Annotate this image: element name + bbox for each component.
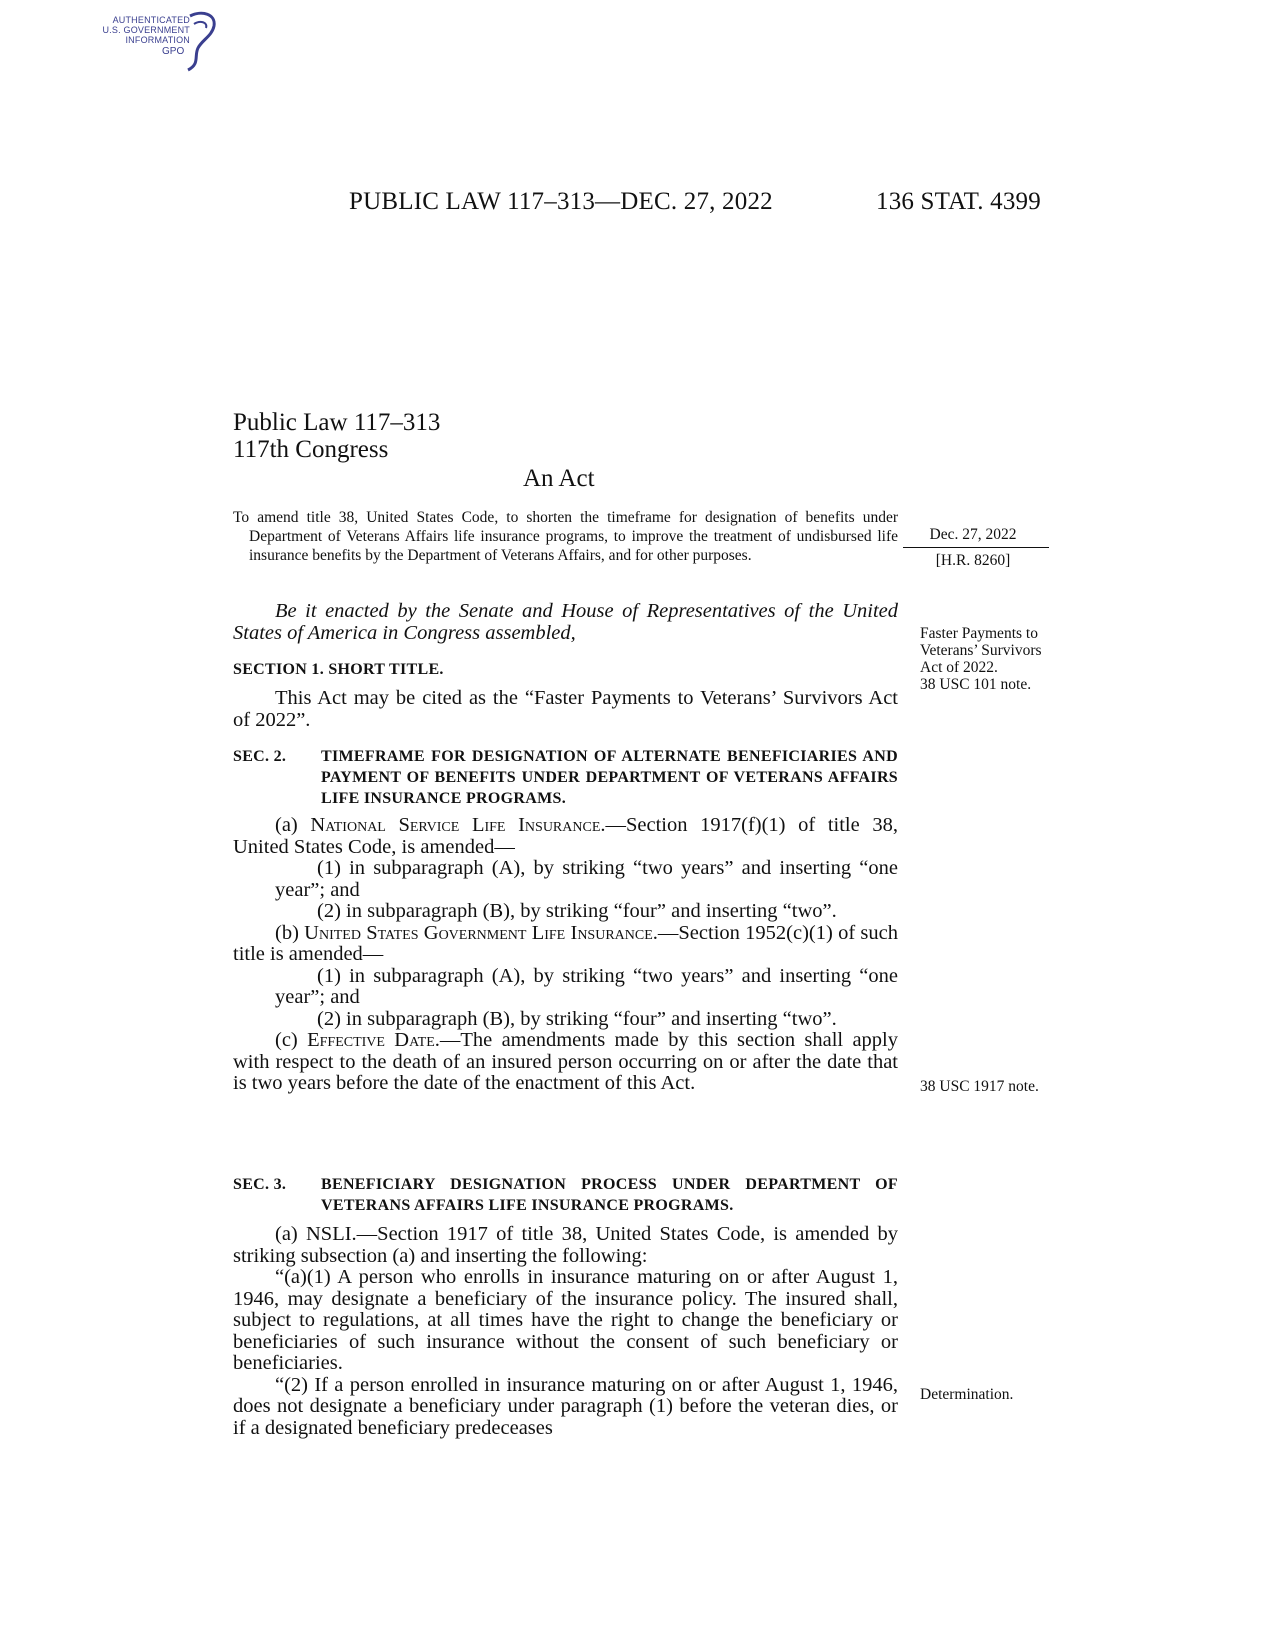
section-3-quoted-a2: “(2) If a person enrolled in insurance maturing on or after August 1, 1946, does not designate a beneficiary under paragraph (1) before the veteran dies, or if a designated beneficiary predeceases xyxy=(233,1373,898,1439)
margin-note-short-title-text: Faster Payments to Veterans’ Survivors Act of 2022. xyxy=(920,625,1042,676)
act-purpose: To amend title 38, United States Code, to shorten the timeframe for designation of benefits under Department of Veterans Affairs life insurance programs, to improve the treatment of undisbursed life insurance benefits by the Department of Veterans Affairs, and for other purposes. xyxy=(233,509,898,564)
margin-note-short-title xyxy=(920,625,1060,693)
running-header-right: 136 STAT. 4399 xyxy=(876,188,1041,215)
section-2-b-label: (b) xyxy=(275,921,305,944)
section-2-heading xyxy=(233,746,898,809)
logo-line-3: INFORMATION xyxy=(125,35,190,45)
margin-note-date: Dec. 27, 2022 xyxy=(929,526,1017,543)
section-1-heading: SECTION 1. SHORT TITLE. xyxy=(233,661,444,678)
logo-line-2: U.S. GOVERNMENT xyxy=(102,25,190,35)
section-2-a-text: .—Section 1917(f)(1) of title 38, United States Code, is amended— xyxy=(233,814,898,858)
section-2-title: TIMEFRAME FOR DESIGNATION OF ALTERNATE BENEFICIARIES AND PAYMENT OF BENEFITS UNDER DEPARTMENT OF VETERANS AFFAIRS LIFE INSURANCE PROGRAMS. xyxy=(321,748,898,807)
section-2-a-label: (a) xyxy=(275,814,311,836)
section-2-b-text: .—Section 1952(c)(1) of such title is amended— xyxy=(233,921,898,965)
section-2-b xyxy=(233,923,898,966)
section-3-title: BENEFICIARY DESIGNATION PROCESS UNDER DEPARTMENT OF VETERANS AFFAIRS LIFE INSURANCE PROGRAMS. xyxy=(321,1176,898,1214)
act-title: An Act xyxy=(523,465,595,492)
public-law-number: Public Law 117–313 xyxy=(233,409,441,436)
section-2-c-label: (c) xyxy=(275,1029,308,1051)
section-1-text: This Act may be cited as the “Faster Payments to Veterans’ Survivors Act of 2022”. xyxy=(233,687,898,731)
section-2-b2: (2) in subparagraph (B), by striking “four” and inserting “two”. xyxy=(317,1007,837,1030)
enacting-clause: Be it enacted by the Senate and House of Representatives of the United States of America in Congress assembled, xyxy=(233,600,898,644)
section-2-body xyxy=(233,815,898,1095)
section-2-b-caption: United States Government Life Insurance xyxy=(304,921,653,944)
section-2-a2: (2) in subparagraph (B), by striking “four” and inserting “two”. xyxy=(317,900,837,922)
section-2-number: SEC. 2. xyxy=(233,748,287,765)
margin-note-determination: Determination. xyxy=(920,1386,1014,1403)
congress-number: 117th Congress xyxy=(233,436,389,463)
section-3-number: SEC. 3. xyxy=(233,1176,287,1193)
margin-note-usc-1917: 38 USC 1917 note. xyxy=(920,1078,1039,1095)
section-2-b1: (1) in subparagraph (A), by striking “two years” and inserting “one year”; and xyxy=(275,964,898,1008)
section-3-body xyxy=(233,1224,898,1439)
section-3-a: (a) NSLI.—Section 1917 of title 38, United States Code, is amended by striking subsection (a) and inserting the following: xyxy=(233,1223,898,1267)
section-2-c-text: .—The amendments made by this section shall apply with respect to the death of an insured person occurring on or after the date that is two years before the date of the enactment of this Act. xyxy=(233,1029,898,1094)
gpo-eagle-icon xyxy=(90,10,230,74)
section-3-heading xyxy=(233,1174,898,1216)
logo-line-1: AUTHENTICATED xyxy=(112,15,190,25)
margin-note-bill: [H.R. 8260] xyxy=(935,552,1011,569)
running-header-left: PUBLIC LAW 117–313—DEC. 27, 2022 xyxy=(349,188,773,215)
section-2-c-caption: Effective Date xyxy=(307,1029,435,1051)
margin-note-divider xyxy=(903,547,1049,548)
section-2-a1: (1) in subparagraph (A), by striking “two years” and inserting “one year”; and xyxy=(275,857,898,901)
margin-note-short-title-usc: 38 USC 101 note. xyxy=(920,676,1032,693)
section-2-a-caption: National Service Life Insurance xyxy=(310,814,601,836)
section-2-a xyxy=(233,815,898,858)
section-3-quoted-a1: “(a)(1) A person who enrolls in insurance maturing on or after August 1, 1946, may designate a beneficiary of the insurance policy. The insured shall, subject to regulations, at all times have the right to change the beneficiary or beneficiaries of such insurance without the consent of such beneficiary or beneficiaries. xyxy=(233,1266,898,1374)
section-2-c xyxy=(233,1030,898,1095)
gpo-mark: GPO xyxy=(162,46,185,57)
